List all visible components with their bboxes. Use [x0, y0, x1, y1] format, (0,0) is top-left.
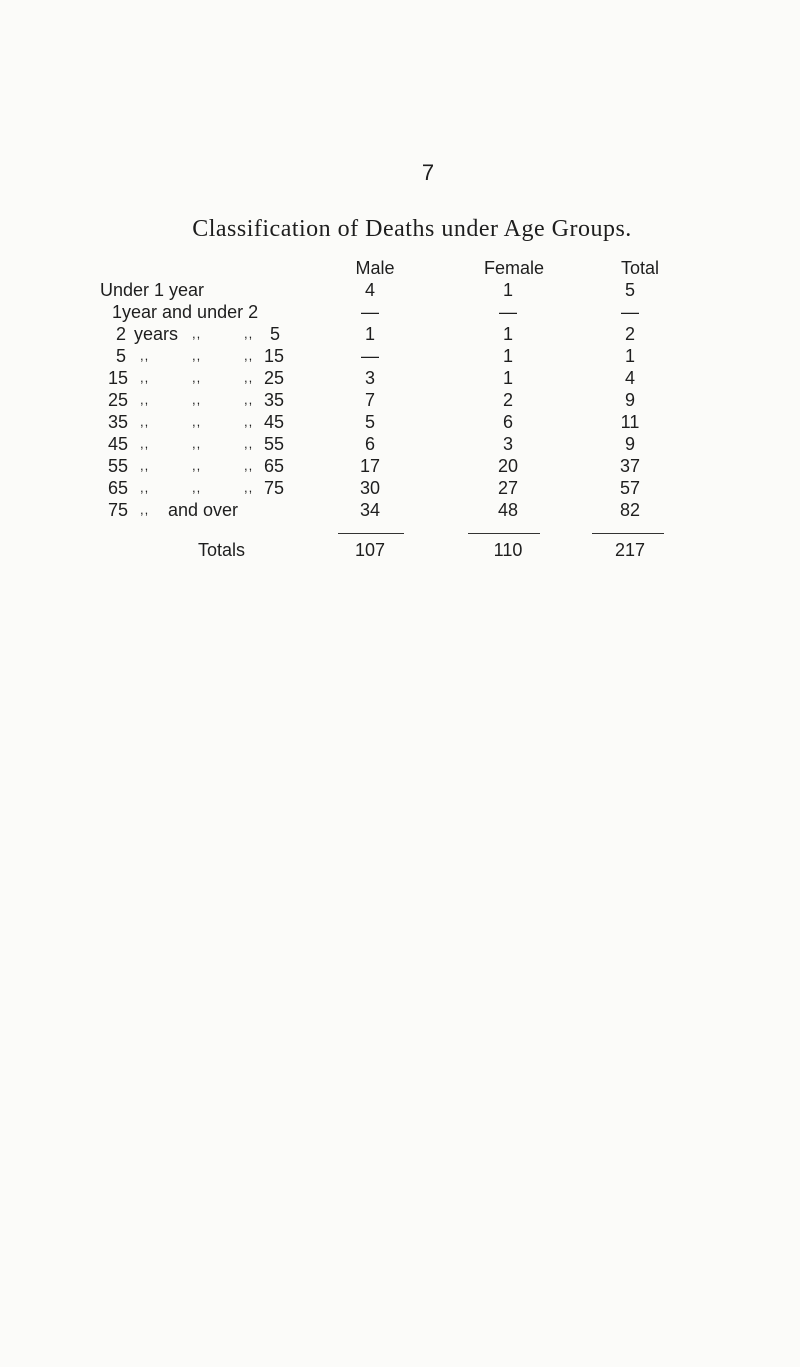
male-count: 5	[364, 412, 375, 432]
age-to: 75	[264, 478, 285, 498]
ditto-mark: ,,	[192, 370, 202, 385]
age-from: 65	[108, 478, 129, 498]
age-to: 25	[264, 368, 285, 388]
male-count: 7	[364, 390, 375, 410]
total-count: 57	[619, 478, 641, 498]
table-header-row	[0, 258, 800, 280]
totals-label: Totals	[198, 540, 246, 560]
totals-row	[0, 540, 800, 562]
ditto-mark: ,,	[192, 392, 202, 407]
female-count: 2	[502, 390, 513, 410]
female-count: 1	[502, 368, 513, 388]
table-row	[0, 412, 800, 434]
ditto-mark: ,,	[192, 414, 202, 429]
ditto-mark: ,,	[140, 392, 150, 407]
age-group-label: 1year and under 2	[112, 302, 259, 322]
ditto-mark: ,,	[244, 370, 254, 385]
age-from: 55	[108, 456, 129, 476]
male-count: 3	[364, 368, 375, 388]
male-sum-rule	[338, 533, 404, 534]
female-count: 6	[502, 412, 513, 432]
female-count: 20	[497, 456, 519, 476]
table-row	[0, 280, 800, 302]
total-count: 37	[619, 456, 641, 476]
male-count: —	[361, 302, 379, 322]
page-title: Classification of Deaths under Age Groups.	[192, 216, 632, 242]
table-row	[0, 478, 800, 500]
table-row	[0, 346, 800, 368]
header-female: Female	[483, 258, 545, 278]
age-from: 25	[108, 390, 129, 410]
female-sum-rule	[468, 533, 540, 534]
age-from: 75	[108, 500, 129, 520]
ditto-mark: ,,	[244, 458, 254, 473]
female-count: 1	[502, 280, 513, 300]
age-to: 35	[264, 390, 285, 410]
female-count: 1	[502, 346, 513, 366]
table-row	[0, 390, 800, 412]
female-count: 1	[502, 324, 513, 344]
total-count: 9	[624, 434, 635, 454]
male-count: —	[361, 346, 379, 366]
female-count: —	[499, 302, 517, 322]
header-total: Total	[620, 258, 660, 278]
total-count: 11	[620, 412, 640, 432]
ditto-mark: ,,	[140, 458, 150, 473]
ditto-mark: ,,	[244, 480, 254, 495]
ditto-mark: ,,	[192, 436, 202, 451]
age-from: 45	[108, 434, 129, 454]
age-to: 65	[264, 456, 285, 476]
ditto-mark: ,,	[192, 348, 202, 363]
female-total: 110	[493, 540, 523, 560]
age-to: 45	[264, 412, 285, 432]
table-row	[0, 456, 800, 478]
total-count: —	[621, 302, 639, 322]
ditto-mark: ,,	[140, 370, 150, 385]
male-count: 30	[359, 478, 381, 498]
age-to: and over	[168, 500, 239, 520]
female-count: 27	[497, 478, 519, 498]
total-count: 1	[624, 346, 635, 366]
ditto-mark: ,,	[140, 348, 150, 363]
ditto-mark: ,,	[192, 458, 202, 473]
ditto-mark: ,,	[192, 480, 202, 495]
ditto-mark: ,,	[244, 348, 254, 363]
table-row	[0, 302, 800, 324]
table-row	[0, 500, 800, 522]
ditto-mark: ,,	[244, 436, 254, 451]
male-count: 4	[364, 280, 375, 300]
table-row	[0, 368, 800, 390]
total-count: 2	[624, 324, 635, 344]
age-from: 5	[116, 346, 127, 366]
total-sum-rule	[592, 533, 664, 534]
page-number: 7	[421, 160, 435, 185]
table-row	[0, 434, 800, 456]
ditto-mark: ,,	[244, 392, 254, 407]
female-count: 48	[497, 500, 519, 520]
age-from: 35	[108, 412, 129, 432]
grand-total: 217	[614, 540, 646, 560]
ditto-mark: ,,	[140, 480, 150, 495]
total-count: 82	[619, 500, 641, 520]
total-count: 5	[624, 280, 635, 300]
female-count: 3	[502, 434, 513, 454]
age-to: 15	[264, 346, 285, 366]
ditto-mark: ,,	[140, 414, 150, 429]
total-count: 9	[624, 390, 635, 410]
total-count: 4	[624, 368, 635, 388]
age-unit: years	[134, 324, 179, 344]
age-from: 15	[108, 368, 129, 388]
age-from: 2	[116, 324, 127, 344]
age-to: 5	[270, 324, 281, 344]
ditto-mark: ,,	[244, 414, 254, 429]
male-count: 1	[364, 324, 375, 344]
ditto-mark: ,,	[140, 436, 150, 451]
male-total: 107	[354, 540, 386, 560]
ditto-mark: ,,	[244, 326, 254, 341]
male-count: 34	[359, 500, 381, 520]
age-group-label: Under 1 year	[100, 280, 205, 300]
ditto-mark: ,,	[192, 326, 202, 341]
ditto-mark: ,,	[140, 502, 150, 517]
male-count: 6	[364, 434, 375, 454]
age-to: 55	[264, 434, 285, 454]
table-row	[0, 324, 800, 346]
male-count: 17	[359, 456, 381, 476]
header-male: Male	[355, 258, 395, 278]
